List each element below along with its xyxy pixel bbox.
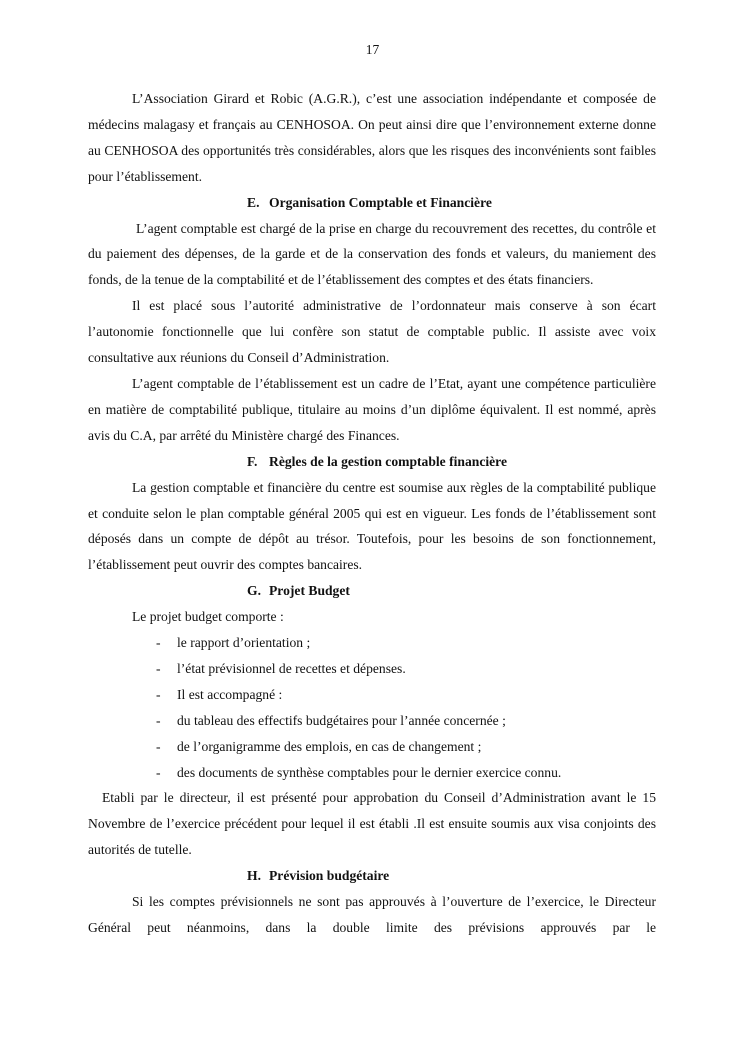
dash-marker: -: [156, 635, 161, 651]
paragraph-gestion-comptable: La gestion comptable et financière du centre est soumise aux règles de la comptabilité publique et conduite selon le plan comptable général 2005 qui est en vigueur. Les fonds de l’établissement sont déposés dans un compte de dépôt au trésor. Toutefois, pour les besoins de son fonctionnement, l’établissement peut ouvrir des comptes bancaires.: [88, 479, 656, 573]
section-letter: F.: [247, 453, 258, 469]
section-letter: E.: [247, 194, 260, 210]
list-item: [88, 708, 656, 734]
dash-marker: -: [156, 764, 161, 780]
list-item-text: le rapport d’orientation ;: [177, 635, 311, 651]
list-item: [88, 734, 656, 760]
section-title: Règles de la gestion comptable financière: [269, 453, 507, 469]
section-heading-h: [88, 863, 656, 889]
list-item: [88, 630, 656, 656]
paragraph-autorite: Il est placé sous l’autorité administrative de l’ordonnateur mais conserve à son écart l’autonomie fonctionnelle que lui confère son statut de comptable public. Il assiste avec voix consultative aux réunions du Conseil d’Administration.: [88, 298, 656, 366]
list-item-text: de l’organigramme des emplois, en cas de changement ;: [177, 738, 482, 754]
list-item-text: l’état prévisionnel de recettes et dépenses.: [177, 660, 406, 676]
section-heading-e: [88, 190, 656, 216]
list-item: [88, 682, 656, 708]
list-item-text: du tableau des effectifs budgétaires pour l’année concernée ;: [177, 712, 506, 728]
page-number: 17: [365, 42, 380, 57]
dash-marker: -: [156, 660, 161, 676]
paragraph-association: L’Association Girard et Robic (A.G.R.), c’est une association indépendante et composée de médecins malagasy et français au CENHOSOA. On peut ainsi dire que l’environnement externe donne au CENHOSOA des opportunités très considérables, alors que les risques des inconvénients sont faibles pour l’établissement.: [88, 91, 656, 184]
section-letter: H.: [247, 868, 261, 884]
section-title: Prévision budgétaire: [269, 868, 390, 884]
list-item: [88, 760, 656, 786]
paragraph-cadre-etat: L’agent comptable de l’établissement est un cadre de l’Etat, ayant une compétence particulière en matière de comptabilité publique, titulaire au moins d’un diplôme équivalent. Il est nommé, après avis du C.A, par arrêté du Ministère chargé des Finances.: [88, 375, 656, 443]
bullet-list: [88, 630, 656, 785]
section-heading-g: [88, 578, 656, 604]
paragraph-etabli: Etabli par le directeur, il est présenté pour approbation du Conseil d’Administration avant le 15 Novembre de l’exercice précédent pour lequel il est établi .Il est ensuite soumis aux visa conjoints des autorités de tutelle.: [88, 790, 656, 858]
list-item-text: Il est accompagné :: [177, 686, 283, 702]
paragraph-agent-comptable: L’agent comptable est chargé de la prise en charge du recouvrement des recettes, du contrôle et du paiement des dépenses, de la garde et de la conservation des fonds et valeurs, du maniement des fonds, de la tenue de la comptabilité et de l’établissement des comptes et des états financiers.: [88, 220, 656, 288]
dash-marker: -: [156, 738, 161, 754]
paragraph-projet-intro: Le projet budget comporte :: [132, 609, 284, 625]
section-letter: G.: [247, 583, 261, 599]
section-heading-f: [88, 449, 656, 475]
list-item-text: des documents de synthèse comptables pour le dernier exercice connu.: [177, 764, 562, 780]
list-item: [88, 656, 656, 682]
document-body: [88, 86, 656, 941]
paragraph-prevision: Si les comptes prévisionnels ne sont pas approuvés à l’ouverture de l’exercice, le Directeur Général peut néanmoins, dans la double limite des prévisions approuvés par le: [88, 894, 656, 935]
dash-marker: -: [156, 686, 161, 702]
section-title: Organisation Comptable et Financière: [269, 194, 492, 210]
dash-marker: -: [156, 712, 161, 728]
section-title: Projet Budget: [269, 583, 350, 599]
